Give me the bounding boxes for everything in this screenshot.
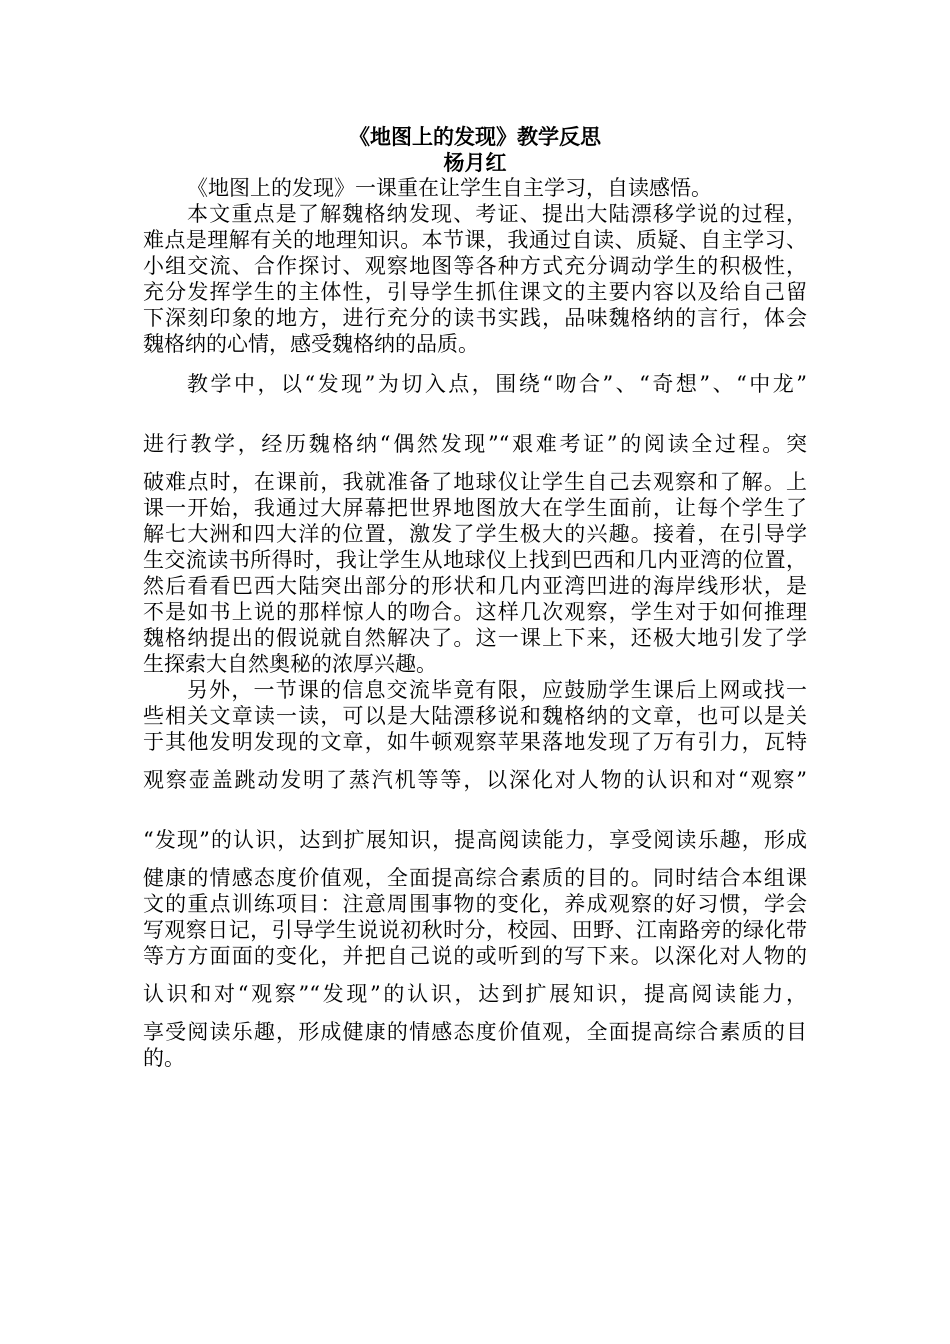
- paragraph-extension: [143, 677, 807, 1071]
- paragraph-line: 生交流读书所得时，我让学生从地球仪上找到巴西和几内亚湾的位置，: [143, 548, 807, 572]
- paragraph-line: “发现”的认识，达到扩展知识，提高阅读能力，享受阅读乐趣，形成: [143, 828, 807, 852]
- paragraph-teaching: [143, 371, 807, 677]
- paragraph-line: 下深刻印象的地方，进行充分的读书实践，品味魏格纳的言行，体会: [143, 306, 807, 330]
- paragraph-line: 充分发挥学生的主体性，引导学生抓住课文的主要内容以及给自己留: [143, 280, 807, 304]
- paragraph-line: 写观察日记，引导学生说说初秋时分，校园、田野、江南路旁的绿化带: [143, 918, 807, 942]
- paragraph-line: 等方方面面的变化，并把自己说的或听到的写下来。以深化对人物的: [143, 944, 807, 968]
- paragraph-line: 破难点时，在课前，我就准备了地球仪让学生自己去观察和了解。上: [143, 470, 807, 494]
- paragraph-line: 于其他发明发现的文章，如牛顿观察苹果落地发现了万有引力，瓦特: [143, 730, 807, 754]
- paragraph-focus: [143, 201, 807, 357]
- document-author: 杨月红: [443, 150, 507, 175]
- paragraph-line: 认识和对“观察”“发现”的认识，达到扩展知识，提高阅读能力，: [143, 982, 807, 1006]
- paragraph-line: 些相关文章读一读，可以是大陆漂移说和魏格纳的文章，也可以是关: [143, 704, 807, 728]
- paragraph-line: 健康的情感态度价值观，全面提高综合素质的目的。同时结合本组课: [143, 866, 807, 890]
- document-title: 《地图上的发现》教学反思: [349, 124, 601, 149]
- paragraph-line: 不是如书上说的那样惊人的吻合。这样几次观察，学生对于如何推理: [143, 600, 807, 624]
- paragraph-line: 教学中，以“发现”为切入点，围绕“吻合”、“奇想”、“中龙”: [187, 372, 807, 396]
- paragraph-line: 魏格纳提出的假说就自然解决了。这一课上下来，还极大地引发了学: [143, 626, 807, 650]
- paragraph-line: 难点是理解有关的地理知识。本节课，我通过自读、质疑、自主学习、: [143, 228, 807, 252]
- paragraph-line: 本文重点是了解魏格纳发现、考证、提出大陆漂移学说的过程，: [187, 202, 807, 226]
- paragraph-line: 进行教学，经历魏格纳“偶然发现”“艰难考证”的阅读全过程。突: [143, 432, 807, 456]
- paragraph-line: 解七大洲和四大洋的位置，激发了学生极大的兴趣。接着，在引导学: [143, 522, 807, 546]
- paragraph-line: 课一开始，我通过大屏幕把世界地图放大在学生面前，让每个学生了: [143, 496, 807, 520]
- paragraph-line: 另外，一节课的信息交流毕竟有限，应鼓励学生课后上网或找一: [187, 678, 807, 702]
- paragraph-line: 观察壶盖跳动发明了蒸汽机等等，以深化对人物的认识和对“观察”: [143, 768, 807, 792]
- paragraph-intro: [143, 175, 807, 201]
- paragraph-line: 小组交流、合作探讨、观察地图等各种方式充分调动学生的积极性，: [143, 254, 807, 278]
- paragraph-line: 魏格纳的心情，感受魏格纳的品质。: [143, 332, 479, 356]
- document-page: [143, 124, 807, 1071]
- paragraph-line: 享受阅读乐趣，形成健康的情感态度价值观，全面提高综合素质的目: [143, 1020, 807, 1044]
- paragraph-line: 生探索大自然奥秘的浓厚兴趣。: [143, 652, 437, 676]
- paragraph-line: 的。: [143, 1046, 185, 1070]
- paragraph-line: 《地图上的发现》一课重在让学生自主学习，自读感悟。: [187, 176, 712, 200]
- paragraph-line: 然后看看巴西大陆突出部分的形状和几内亚湾凹进的海岸线形状，是: [143, 574, 807, 598]
- paragraph-line: 文的重点训练项目：注意周围事物的变化，养成观察的好习惯，学会: [143, 892, 807, 916]
